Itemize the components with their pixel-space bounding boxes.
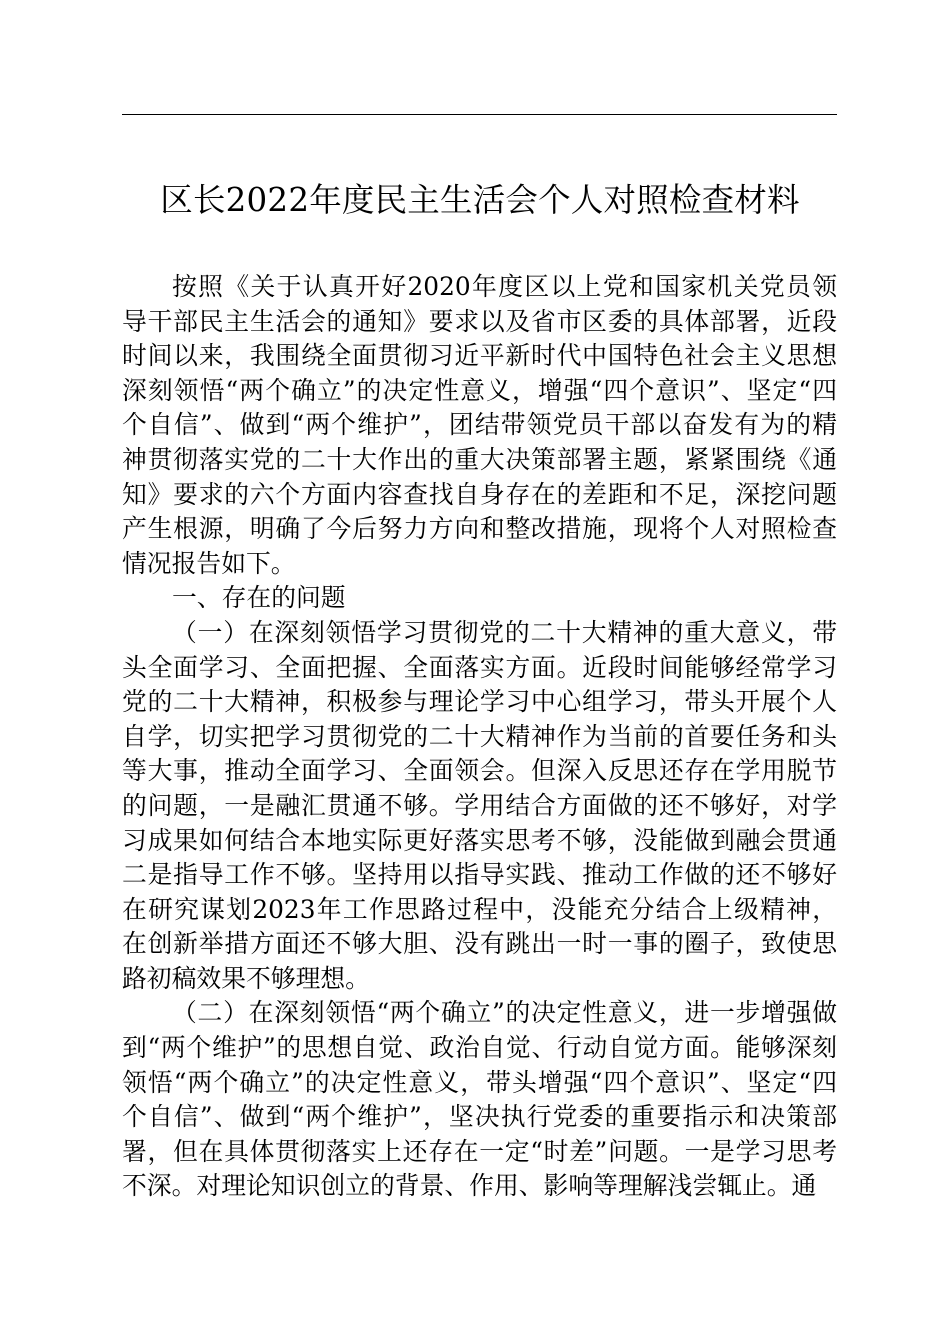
section-heading [122,581,837,616]
text-line: 的问题，一是融汇贯通不够。学用结合方面做的还不够好，对学 [122,790,837,820]
text-line: 知》要求的六个方面内容查找自身存在的差距和不足，深挖问题 [122,479,837,509]
item-one-paragraph [122,616,837,997]
text-line: 路初稿效果不够理想。 [122,963,370,993]
text-line: （一）在深刻领悟学习贯彻党的二十大精神的重大意义，带 [172,617,837,647]
header-rule [122,114,837,115]
text-line: 一、存在的问题 [172,583,346,613]
text-line: 领悟“两个确立”的决定性意义，带头增强“四个意识”、坚定“四 [122,1067,837,1097]
text-line: 按照《关于认真开好2020年度区以上党和国家机关党员领 [172,272,837,301]
document-body [122,270,837,1204]
text-line: （二）在深刻领悟“两个确立”的决定性意义，进一步增强做 [172,998,837,1028]
text-line: 产生根源，明确了今后努力方向和整改措施，现将个人对照检查 [122,514,837,544]
text-line: 党的二十大精神，积极参与理论学习中心组学习，带头开展个人 [122,687,837,717]
text-line: 二是指导工作不够。坚持用以指导实践、推动工作做的还不够好 [122,860,837,890]
text-line: 在创新举措方面还不够大胆、没有跳出一时一事的圈子，致使思 [122,929,837,959]
text-line: 不深。对理论知识创立的背景、作用、影响等理解浅尝辄止。通 [122,1171,817,1201]
text-line: 时间以来，我围绕全面贯彻习近平新时代中国特色社会主义思想 [122,341,837,371]
text-line: 署，但在具体贯彻落实上还存在一定“时差”问题。一是学习思考 [122,1136,837,1166]
text-line: 导干部民主生活会的通知》要求以及省市区委的具体部署，近段 [122,306,837,336]
intro-paragraph [122,270,837,581]
text-line: 在研究谋划2023年工作思路过程中，没能充分结合上级精神， [122,894,837,924]
text-line: 个自信”、做到“两个维护”，团结带领党员干部以奋发有为的精 [122,410,837,440]
text-line: 个自信”、做到“两个维护”，坚决执行党委的重要指示和决策部 [122,1102,837,1132]
item-two-paragraph [122,996,837,1204]
text-line: 深刻领悟“两个确立”的决定性意义，增强“四个意识”、坚定“四 [122,375,837,405]
text-line: 神贯彻落实党的二十大作出的重大决策部署主题，紧紧围绕《通 [122,444,837,474]
text-line: 自学，切实把学习贯彻党的二十大精神作为当前的首要任务和头 [122,721,837,751]
text-line: 情况报告如下。 [122,548,296,578]
text-line: 习成果如何结合本地实际更好落实思考不够，没能做到融会贯通 [122,825,837,855]
text-line: 到“两个维护”的思想自觉、政治自觉、行动自觉方面。能够深刻 [122,1033,837,1063]
document-title: 区长2022年度民主生活会个人对照检查材料 [160,181,800,219]
text-line: 头全面学习、全面把握、全面落实方面。近段时间能够经常学习 [122,652,837,682]
text-line: 等大事，推动全面学习、全面领会。但深入反思还存在学用脱节 [122,756,837,786]
